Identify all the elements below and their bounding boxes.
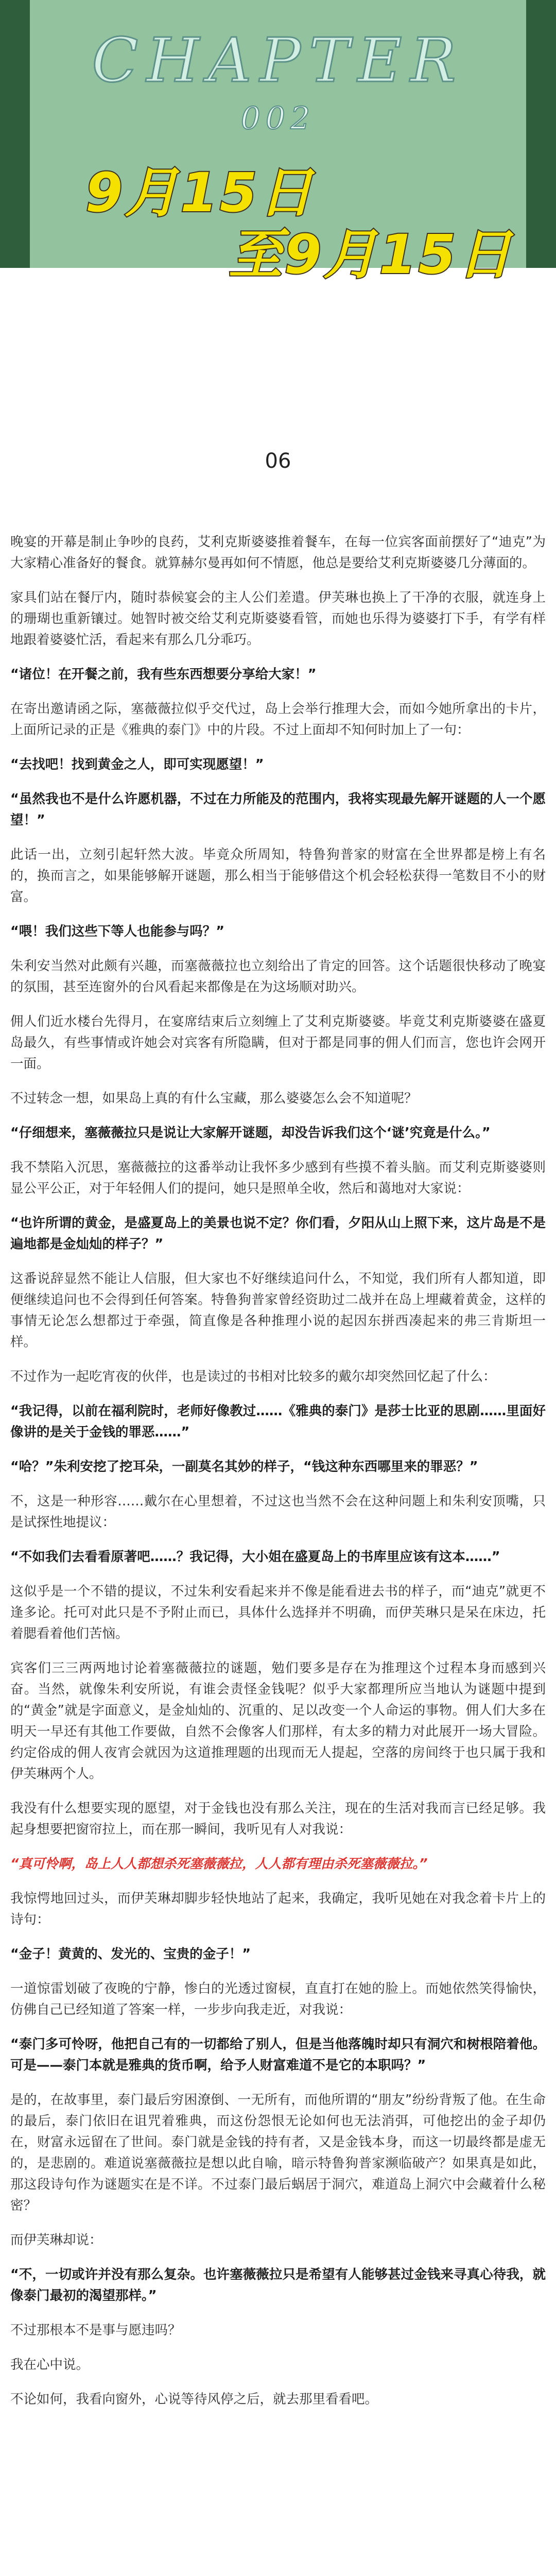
body-paragraph: 不论如何，我看向窗外，心说等待风停之后，就去那里看看吧。 xyxy=(10,2392,378,2407)
dialogue-paragraph: “泰门多可怜呀，他把自己有的一切都给了别人，但是当他落魄时却只有洞穴和树根陪着他。可是——泰门本就是雅典的货币啊，给予人财富难道不是它的本职吗？” xyxy=(10,2037,546,2073)
body-paragraph: 我没有什么想要实现的愿望，对于金钱也没有那么关注，现在的生活对我而言已经足够。我起身想要把窗帘拉上，而在那一瞬间，我听见有人对我说： xyxy=(10,1801,546,1837)
dialogue-paragraph: “去找吧！找到黄金之人，即可实现愿望！” xyxy=(10,757,264,772)
chapter-banner xyxy=(0,0,556,286)
body-paragraph: 此话一出，立刻引起轩然大波。毕竟众所周知，特鲁狗普家的财富在全世界都是榜上有名的，换而言之，如果能够解开谜题，那么相当于能够借这个机会轻松获得一笔数目不小的财富。 xyxy=(10,847,546,905)
dialogue-paragraph: “喂！我们这些下等人也能参与吗？” xyxy=(10,924,225,939)
body-paragraph: 晚宴的开幕是制止争吵的良药，艾利克斯婆婆推着餐车，在每一位宾客面前摆好了“迪克”为大家精心准备好的餐食。就算赫尔曼再如何不情愿，他总是要给艾利克斯婆婆几分薄面的。 xyxy=(10,534,546,571)
dialogue-paragraph: “也许所谓的黄金，是盛夏岛上的美景也说不定？你们看，夕阳从山上照下来，这片岛是不是遍地都是金灿灿的样子？” xyxy=(10,1215,546,1252)
body-paragraph: 不过那根本不是事与愿违吗？ xyxy=(10,2323,181,2338)
body-paragraph: 不，这是一种形容……戴尔在心里想着，不过这也当然不会在这种问题上和朱利安顶嘴，只是试探性地提议： xyxy=(10,1494,546,1530)
body-paragraph: 不过转念一想，如果岛上真的有什么宝藏，那么婆婆怎么会不知道呢？ xyxy=(10,1091,418,1106)
body-paragraph: 我不禁陷入沉思，塞薇薇拉的这番举动让我怀多少感到有些摸不着头脑。而艾利克斯婆婆则显公平公正，对于年轻佣人们的提问，她只是照单全收，然后和蔼地对大家说： xyxy=(10,1160,546,1196)
date-range-start: 9月15日 xyxy=(85,161,315,224)
body-paragraph: 朱利安当然对此颇有兴趣，而塞薇薇拉也立刻给出了肯定的回答。这个话题很快移动了晚宴的氛围，甚至连窗外的台风看起来都像是在为这场顺对助兴。 xyxy=(10,958,546,995)
page-number: 06 xyxy=(265,449,291,473)
body-paragraph: 家具们站在餐厅内，随时恭候宴会的主人公们差遣。伊芙琳也换上了干净的衣服，就连身上的珊瑚也重新镶过。她智时被交给艾利克斯婆婆看管，而她也乐得为婆婆打下手，有学有样地跟着婆婆忙活，看起来有那么几分乖巧。 xyxy=(10,590,546,648)
dialogue-paragraph: “仔细想来，塞薇薇拉只是说让大家解开谜题，却没告诉我们这个‘谜’究竟是什么。” xyxy=(10,1125,491,1141)
body-paragraph: 而伊芙琳却说： xyxy=(10,2232,102,2248)
body-paragraph: 不过作为一起吃宵夜的伙伴，也是读过的书相对比较多的戴尔却突然回忆起了什么： xyxy=(10,1369,496,1384)
dialogue-paragraph: “虽然我也不是什么许愿机器，不过在力所能及的范围内，我将实现最先解开谜题的人一个愿望！” xyxy=(10,791,546,828)
body-paragraph: 这番说辞显然不能让人信服，但大家也不好继续追问什么，不知觉，我们所有人都知道，即便继续追问也不会得到任何答案。特鲁狗普家曾经资助过二战并在岛上埋藏着黄金，这样的事情无论怎么想都过于牵强，简直像是各种推理小说的起因东拼西凑起来的弗三肯斯坦一样。 xyxy=(10,1271,546,1350)
highlighted-quote: “真可怜啊，岛上人人都想杀死塞薇薇拉，人人都有理由杀死塞薇薇拉。” xyxy=(10,1856,428,1872)
body-paragraph: 在寄出邀请函之际，塞薇薇拉似乎交代过，岛上会举行推理大会，而如今她所拿出的卡片，上面所记录的正是《雅典的泰门》中的片段。不过上面却不知何时加上了一句： xyxy=(10,701,546,738)
banner-panel xyxy=(30,0,526,286)
body-paragraph: 我惊愕地回过头，而伊芙琳却脚步轻快地站了起来，我确定，我听见她在对我念着卡片上的诗句： xyxy=(10,1891,546,1927)
chapter-number: 002 xyxy=(240,100,316,137)
body-paragraph: 宾客们三三两两地讨论着塞薇薇拉的谜题，勉们要多是存在为推理这个过程本身而感到兴奋。当然，就像朱利安所说，有谁会责怪金钱呢？似乎大家都理所应当地认为谜题中提到的“黄金”就是字面意义，是金灿灿的、沉重的、足以改变一个人命运的事物。佣人们大多在明天一早还有其他工作要做，自然不会像客人们那样，有太多的精力对此展开一场大冒险。约定俗成的佣人夜宵会就因为这道推理题的出现而无人提起，空落的房间终于也只属于我和伊芙琳两个人。 xyxy=(10,1660,546,1782)
chapter-title: CHAPTER xyxy=(92,25,464,96)
body-paragraph: 是的，在故事里，泰门最后穷困潦倒、一无所有，而他所谓的“朋友”纷纷背叛了他。在生命的最后，泰门依旧在诅咒着雅典，而这份怨恨无论如何也无法消弭，可他挖出的金子却仍在，财富永远留在了世间。泰门就是金钱的持有者，又是金钱本身，而这一切最终都是虚无的，是悲剧的。难道说塞薇薇拉是想以此自喻，暗示特鲁狗普家濒临破产？如果真是如此，那这段诗句作为谜题实在是不详。不过泰门最后蜗居于洞穴，难道岛上洞穴中会藏着什么秘密？ xyxy=(10,2092,546,2213)
dialogue-paragraph: “哈？”朱利安挖了挖耳朵，一副莫名其妙的样子，“钱这种东西哪里来的罪恶？” xyxy=(10,1459,478,1475)
dialogue-paragraph: “诸位！在开餐之前，我有些东西想要分享给大家！” xyxy=(10,667,317,682)
dialogue-paragraph: “我记得，以前在福利院时，老师好像教过……《雅典的泰门》是莎士比亚的思剧……里面好像讲的是关于金钱的罪恶……” xyxy=(10,1403,546,1440)
body-paragraph: 佣人们近水楼台先得月，在宴席结束后立刻缠上了艾利克斯婆婆。毕竟艾利克斯婆婆在盛夏岛最久，有些事情或许她会对宾客有所隐瞒，但对于都是同事的佣人们而言，您也许会网开一面。 xyxy=(10,1014,546,1072)
dialogue-paragraph: “金子！黄黄的、发光的、宝贵的金子！” xyxy=(10,1946,251,1962)
dialogue-paragraph: “不如我们去看看原著吧……？我记得，大小姐在盛夏岛上的书库里应该有这本……” xyxy=(10,1549,500,1565)
body-paragraph: 这似乎是一个不错的提议，不过朱利安看起来并不像是能看进去书的样子，而“迪克”就更不逢多论。托可对此只是不予附止而已，具体什么选择并不明确，而伊芙琳只是呆在床边，托着腮看着他们苦恼。 xyxy=(10,1584,546,1641)
dialogue-paragraph: “不，一切或许并没有那么复杂。也许塞薇薇拉只是希望有人能够甚过金钱来寻真心待我，就像泰门最初的渴望那样。” xyxy=(10,2267,546,2303)
body-paragraph: 我在心中说。 xyxy=(10,2357,90,2372)
chapter-body xyxy=(10,532,546,2424)
body-paragraph: 一道惊雷划破了夜晚的宁静，惨白的光透过窗棂，直直打在她的脸上。而她依然笑得愉快，仿佛自己已经知道了答案一样，一步步向我走近，对我说： xyxy=(10,1981,546,2018)
date-range-end: 至9月15日 xyxy=(229,223,514,286)
